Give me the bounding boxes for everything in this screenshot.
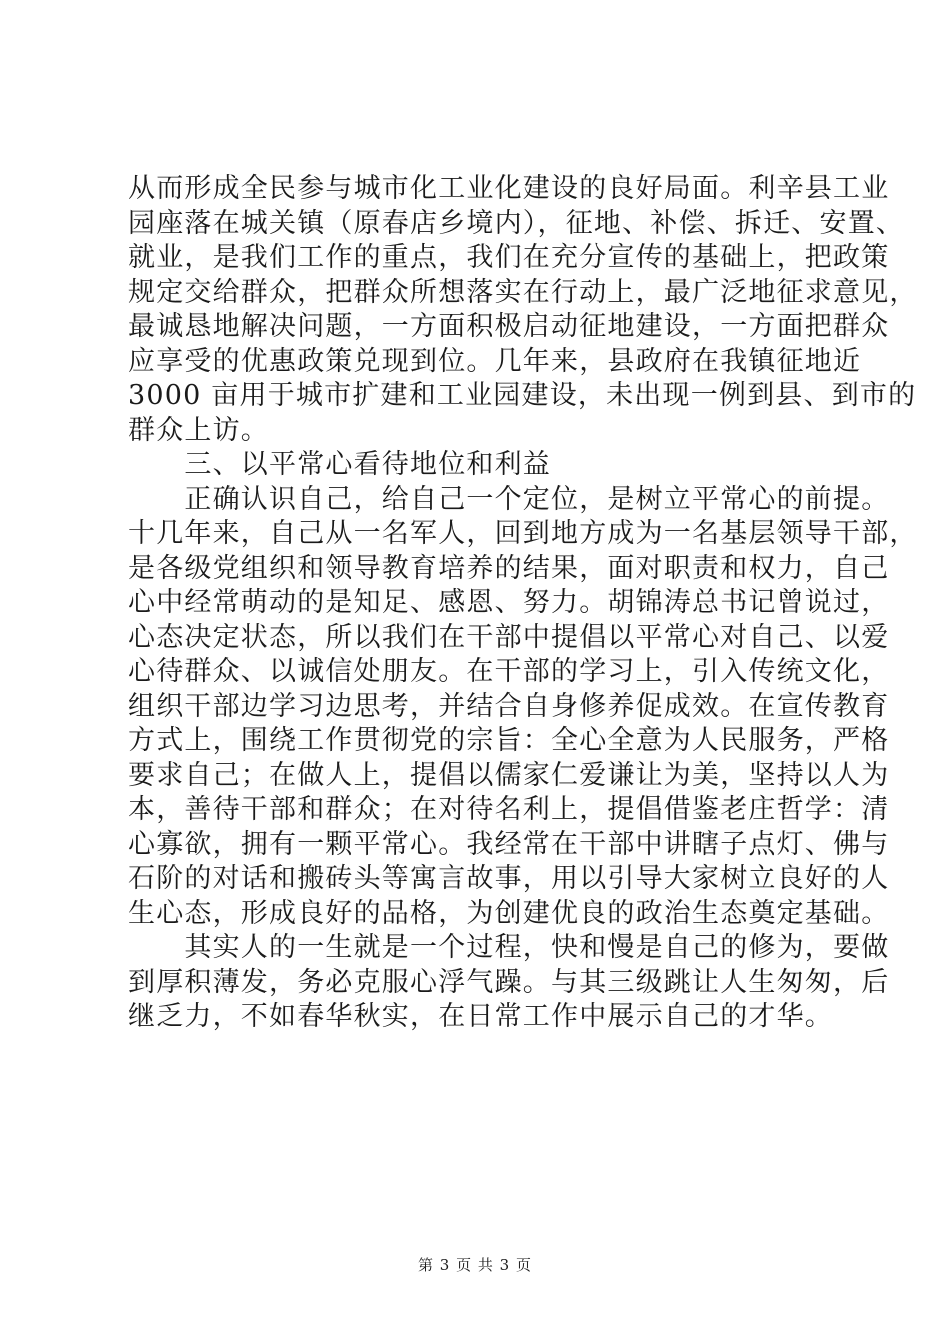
page-number-footer: 第 3 页 共 3 页: [418, 1256, 532, 1274]
body-text: [128, 172, 918, 1035]
text-line: 规定交给群众，把群众所想落实在行动上，最广泛地征求意见，: [128, 276, 918, 308]
section-heading: 三、以平常心看待地位和利益: [128, 449, 551, 480]
text-line: 要求自己；在做人上，提倡以儒家仁爱谦让为美，坚持以人为: [128, 759, 890, 791]
text-line: 群众上访。: [128, 414, 269, 446]
text-line: 生心态，形成良好的品格，为创建优良的政治生态奠定基础。: [128, 897, 890, 929]
text-line: 组织干部边学习边思考，并结合自身修养促成效。在宣传教育: [128, 690, 890, 722]
text-line: 园座落在城关镇（原春店乡境内），征地、补偿、拆迁、安置、: [128, 207, 905, 239]
text-line: 心寡欲，拥有一颗平常心。我经常在干部中讲瞎子点灯、佛与: [128, 828, 890, 860]
text-line: 继乏力，不如春华秋实，在日常工作中展示自己的才华。: [128, 1001, 833, 1032]
text-line: 心中经常萌动的是知足、感恩、努力。胡锦涛总书记曾说过，: [128, 587, 890, 618]
text-line: 3000 亩用于城市扩建和工业园建设，未出现一例到县、到市的: [128, 380, 917, 411]
text-line: 正确认识自己，给自己一个定位，是树立平常心的前提。: [128, 483, 890, 515]
text-line: 就业，是我们工作的重点，我们在充分宣传的基础上，把政策: [128, 242, 890, 273]
text-line: 从而形成全民参与城市化工业化建设的良好局面。利辛县工业: [128, 173, 890, 204]
text-line: 最诚恳地解决问题，一方面积极启动征地建设，一方面把群众: [128, 311, 890, 342]
text-line: 心待群众、以诚信处朋友。在干部的学习上，引入传统文化，: [128, 656, 890, 687]
text-line: 石阶的对话和搬砖头等寓言故事，用以引导大家树立良好的人: [128, 863, 890, 894]
text-line: 十几年来，自己从一名军人，回到地方成为一名基层领导干部，: [128, 518, 918, 549]
text-line: 其实人的一生就是一个过程，快和慢是自己的修为，要做: [128, 932, 890, 963]
text-line: 到厚积薄发，务必克服心浮气躁。与其三级跳让人生匆匆，后: [128, 966, 890, 998]
text-line: 应享受的优惠政策兑现到位。几年来，县政府在我镇征地近: [128, 345, 862, 377]
text-line: 方式上，围绕工作贯彻党的宗旨：全心全意为人民服务，严格: [128, 725, 890, 756]
text-line: 是各级党组织和领导教育培养的结果，面对职责和权力，自己: [128, 552, 890, 584]
text-line: 心态决定状态，所以我们在干部中提倡以平常心对自己、以爱: [128, 621, 890, 653]
text-line: 本，善待干部和群众；在对待名利上，提倡借鉴老庄哲学：清: [128, 794, 890, 825]
